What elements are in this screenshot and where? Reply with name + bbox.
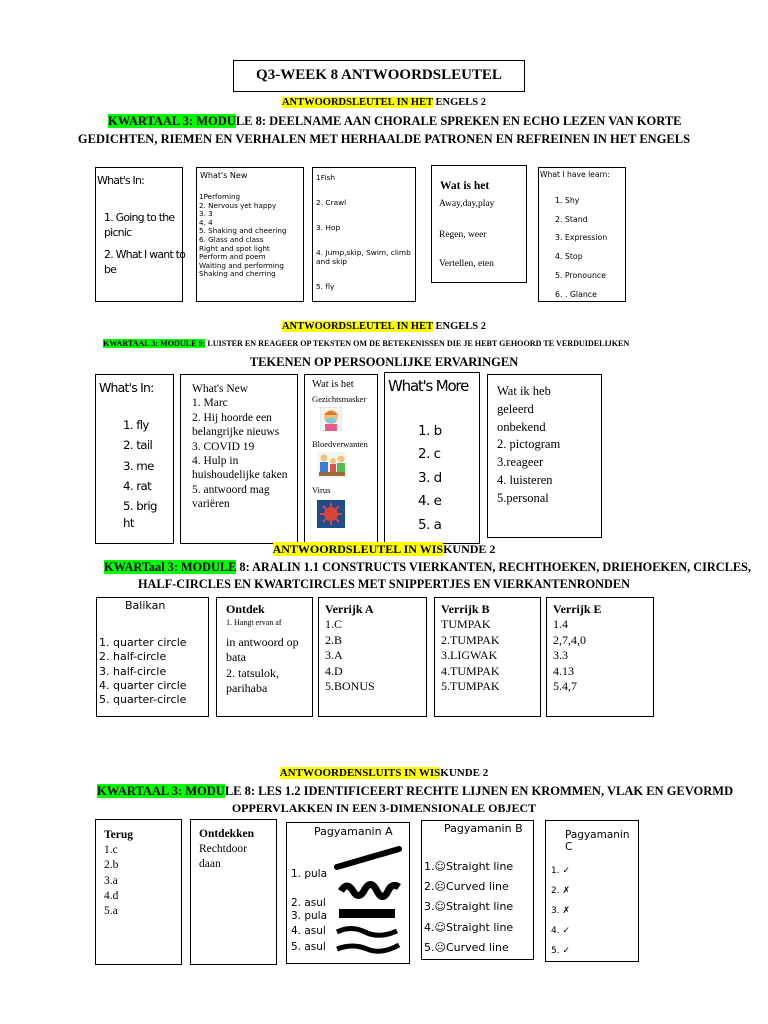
list-item: 4. Stop — [555, 252, 583, 262]
list-item: 3. pula — [291, 909, 328, 922]
list-item: 4. Hulp in — [192, 455, 239, 468]
list-item: 5.4,7 — [553, 679, 577, 694]
section3-module-line2: HALF-CIRCLES EN KWARTCIRCLES MET SNIPPERTJES EN VIERKANTENRONDEN — [137, 577, 630, 591]
wave-5 — [337, 945, 399, 951]
list-item: 2. Stand — [555, 214, 588, 224]
list-item: 1. quarter circle — [99, 636, 187, 649]
list-item: 1. Going to the — [104, 211, 175, 224]
section4-subtitle — [0, 767, 768, 779]
family-icon — [317, 452, 347, 478]
list-item: 1Perfoming — [199, 192, 241, 201]
list-item: belangrijke nieuws — [192, 426, 280, 439]
list-item: be — [104, 263, 117, 276]
section1-module-line2: GEDICHTEN, RIEMEN EN VERHALEN MET HERHAALDE PATRONEN EN REFREINEN IN HET ENGELS — [77, 132, 691, 146]
list-item: 1. Shy — [555, 196, 580, 205]
list-item: in antwoord op — [226, 635, 299, 649]
section3-subtitle — [0, 542, 768, 557]
s4-terug-box — [95, 819, 182, 965]
list-item: 1.c — [104, 844, 118, 857]
list-item: 3. COVID 19 — [192, 440, 255, 453]
s4-pagyamanin-a-box — [286, 822, 410, 964]
s1-answers-box — [312, 167, 416, 302]
list-item: 3.a — [104, 874, 118, 887]
list-item: 5. Pronounce — [555, 270, 606, 280]
list-item: 3.A — [325, 648, 343, 663]
list-item: 4.D — [325, 663, 343, 678]
list-item: 3.3 — [553, 648, 568, 663]
cross-icon: ✗ — [562, 906, 571, 916]
s3-verrijk-a-box — [318, 597, 427, 717]
face-mask-icon — [320, 407, 342, 431]
list-item: 3. d — [418, 469, 442, 486]
check-icon: ✓ — [562, 866, 571, 876]
list-item: TUMPAK — [441, 617, 491, 632]
list-item: 3.☺Straight line — [424, 900, 514, 914]
smiley-icon: ☺ — [434, 860, 446, 873]
list-item: 5.☹Curved line — [424, 940, 509, 954]
s3-verrijk-e-box — [546, 597, 654, 717]
list-item: Rechtdoor — [199, 843, 247, 856]
list-item: 4. quarter circle — [99, 678, 187, 692]
s3-ontdek-heading: Ontdek — [226, 602, 265, 616]
s3-balikan-heading: Balikan — [125, 599, 166, 612]
section2-module-highlight: KWARTAAL 3: MODULE 9: — [103, 339, 206, 348]
section1-subtitle-rest: ENGELS 2 — [432, 97, 487, 108]
list-item: Shaking and cherring — [199, 269, 276, 279]
section1-module-line1 — [108, 114, 682, 129]
list-item: 2.b — [104, 859, 119, 872]
list-item: 5.personal — [497, 490, 549, 505]
sad-face-icon: ☹ — [434, 880, 446, 894]
s3-ontdek-box — [216, 597, 313, 717]
list-item: Waiting and performing — [199, 260, 284, 270]
list-item: Virus — [312, 485, 331, 495]
s3-verrijk-a-heading: Verrijk A — [325, 602, 374, 616]
list-item: Bloedverwanten — [312, 439, 368, 449]
list-item: Away,day,play — [439, 199, 495, 209]
section4-module-line2: OPPERVLAKKEN IN EEN 3-DIMENSIONALE OBJECT — [231, 801, 537, 815]
section3-subtitle-rest: KUNDE 2 — [443, 542, 496, 556]
list-item: 4. asul — [291, 925, 326, 937]
list-item: 3. Hop — [316, 223, 341, 232]
s1-wat-is-het-box — [431, 165, 527, 283]
list-item: 3.reageer — [497, 455, 544, 470]
list-item: Vertellen, eten — [439, 259, 494, 269]
section4-module-line1 — [97, 784, 733, 799]
list-item: Wat ik heb — [497, 384, 551, 398]
section2-module-line1 — [103, 339, 629, 348]
section1-module-highlight: KWARTAAL 3: MODU — [108, 114, 236, 128]
list-item: 6. . Glance — [555, 289, 597, 299]
s4-pagyamanin-c-heading: Pagyamanin C — [565, 829, 630, 853]
list-item: 4. e — [418, 493, 442, 510]
list-item: 3. me — [123, 458, 154, 473]
section2-subtitle-highlight: ANTWOORDSLEUTEL IN HET — [281, 321, 433, 332]
check-icon: ✓ — [562, 926, 571, 936]
section3-module-highlight: KWARTaal 3: MODULE — [104, 560, 237, 574]
section2-subtitle — [0, 321, 768, 332]
smiley-icon: ☺ — [434, 900, 446, 914]
list-item: 1. Marc — [192, 397, 228, 410]
list-item: 1. b — [418, 423, 442, 439]
list-item: 2.TUMPAK — [441, 632, 500, 647]
list-item: 4.TUMPAK — [441, 663, 500, 678]
list-item: 2. c — [418, 446, 441, 463]
page-title: Q3-WEEK 8 ANTWOORDSLEUTEL — [233, 60, 525, 92]
section3-subtitle-highlight: ANT — [272, 542, 298, 556]
thick-bar-3 — [339, 909, 395, 918]
list-item: daan — [199, 858, 221, 871]
list-item: Regen, weer — [439, 230, 487, 240]
list-item: 5. fly — [316, 282, 335, 291]
list-item: 2. asul — [291, 897, 326, 909]
s2-whats-more-heading: What's More — [388, 377, 469, 395]
list-item: 4.13 — [553, 663, 574, 678]
line-drawings — [331, 845, 407, 961]
list-item: 1. Hangt ervan af — [226, 618, 282, 627]
list-item: 5. asul — [291, 940, 326, 953]
list-item: ht — [123, 516, 134, 531]
s4-pagyamanin-b-heading: Pagyamanin B — [444, 822, 523, 835]
section3-subtitle-highlight-2: WOORDSLEUTEL IN WIS — [297, 542, 444, 556]
list-item: 2.☹Curved line — [424, 880, 509, 894]
list-item: 1.4 — [553, 617, 568, 632]
list-item: bata — [226, 650, 246, 665]
list-item: variëren — [192, 498, 230, 511]
section1-module-rest: LE 8: DEELNAME AAN CHORALE SPREKEN EN ECHO LEZEN VAN KORTE — [235, 114, 682, 128]
list-item: 3. ✗ — [551, 906, 571, 916]
s1-whats-in-box — [95, 167, 186, 302]
list-item: 2. half-circle — [99, 650, 167, 664]
s1-whats-new-heading: What's New — [200, 171, 248, 180]
list-item: 2.B — [325, 632, 343, 647]
section2-module-rest: LUISTER EN REAGEER OP TEKSTEN OM DE BETEKENISSEN DIE JE HEBT GEHOORD TE VERDUIDELIJKEN — [205, 339, 630, 348]
list-item: 1. fly — [123, 418, 149, 432]
list-item: picnic — [104, 226, 132, 239]
list-item: 5. a — [418, 516, 442, 533]
list-item: 5.TUMPAK — [441, 679, 500, 694]
s2-whats-new-heading: What's New — [192, 383, 249, 395]
s1-whats-new-box — [196, 167, 304, 302]
list-item: 2. Nervous yet happy — [199, 200, 277, 210]
section1-subtitle-highlight: ANTWOORDSLEUTEL IN HET — [281, 97, 433, 108]
section3-module-rest: 8: ARALIN 1.1 CONSTRUCTS VIERKANTEN, RECHTHOEKEN, DRIEHOEKEN, CIRCLES, — [236, 560, 751, 574]
list-item: 2. tatsulok, — [226, 665, 279, 680]
section4-module-highlight: KWARTAAL 3: MODU — [97, 784, 225, 798]
s1-whats-in-heading: What's In: — [97, 174, 145, 187]
s4-pagyamanin-c-box — [545, 820, 639, 962]
s1-what-i-learned-box — [538, 167, 626, 302]
list-item: 1Fish — [316, 173, 336, 182]
list-item: onbekend — [497, 419, 546, 434]
list-item: 5. brig — [123, 499, 157, 514]
s3-verrijk-b-heading: Verrijk B — [441, 602, 490, 616]
s4-terug-heading: Terug — [104, 829, 133, 841]
list-item: 3. Expression — [555, 233, 608, 243]
list-item: 4. luisteren — [497, 472, 553, 487]
list-item: 4.☺Straight line — [424, 920, 514, 934]
list-item: 2. Crawl — [316, 198, 347, 207]
section2-module-line2: TEKENEN OP PERSOONLIJKE ERVARINGEN — [249, 355, 519, 369]
s4-ontdekken-heading: Ontdekken — [199, 828, 254, 840]
list-item: 1. pula — [291, 868, 328, 880]
section1-subtitle — [0, 97, 768, 108]
section4-subtitle-highlight: ANTWOORDENSLUITS IN WIS — [279, 767, 441, 779]
list-item: 1.☺Straight line — [424, 860, 514, 873]
s2-whats-more-box — [384, 372, 480, 544]
s1-what-i-learned-heading: What I have learn: — [540, 170, 610, 179]
s3-verrijk-e-heading: Verrijk E — [553, 602, 602, 616]
s2-wat-ik-heb-geleerd-box — [487, 374, 602, 538]
section3-module-line1 — [104, 560, 751, 575]
list-item: parihaba — [226, 681, 268, 696]
check-icon: ✓ — [562, 946, 571, 956]
s3-verrijk-b-box — [434, 597, 541, 717]
list-item: huishoudelijke taken — [192, 469, 288, 482]
cross-icon: ✗ — [562, 886, 571, 896]
list-item: and skip — [316, 257, 348, 266]
s4-pagyamanin-a-heading: Pagyamanin A — [314, 825, 393, 838]
list-item: 5. antwoord mag — [192, 483, 270, 496]
s2-wat-is-het-heading: Wat is het — [312, 379, 354, 390]
section4-subtitle-rest: KUNDE 2 — [440, 767, 489, 779]
list-item: 2. pictogram — [497, 437, 561, 452]
s2-wat-is-het-box — [304, 374, 378, 544]
list-item: 6. Glass and class — [199, 234, 264, 244]
list-item: 2. ✗ — [551, 886, 571, 896]
list-item: 5. ✓ — [551, 946, 571, 956]
list-item: 2,7,4,0 — [553, 632, 586, 647]
list-item: 5. quarter-circle — [99, 693, 187, 707]
list-item: 4.d — [104, 889, 119, 902]
s4-ontdekken-box — [190, 819, 277, 965]
list-item: 5.a — [104, 905, 118, 918]
zigzag-curve-2 — [341, 884, 399, 896]
list-item: 5.BONUS — [325, 679, 375, 694]
list-item: Right and spot light — [199, 243, 270, 253]
list-item: 2. What I want to — [104, 248, 186, 261]
section4-module-rest: LE 8: LES 1.2 IDENTIFICEERT RECHTE LIJNEN EN KROMMEN, VLAK EN GEVORMD — [224, 784, 734, 798]
section2-subtitle-rest: ENGELS 2 — [432, 321, 487, 332]
list-item: Perform and poem — [199, 252, 266, 262]
s1-wat-is-het-heading: Wat is het — [440, 180, 490, 192]
s2-whats-new-box — [180, 374, 298, 544]
s2-whats-in-heading: What's In: — [99, 380, 154, 395]
list-item: 4. 4 — [199, 217, 213, 227]
s3-balikan-box — [96, 597, 209, 717]
wave-4 — [337, 929, 397, 936]
list-item: 3.LIGWAK — [441, 648, 498, 663]
s2-whats-in-box — [95, 374, 174, 544]
list-item: 1. ✓ — [551, 866, 571, 876]
s4-pagyamanin-b-box — [421, 820, 534, 960]
virus-icon — [317, 500, 345, 528]
smiley-icon: ☺ — [434, 920, 446, 934]
list-item: 3. half-circle — [99, 664, 167, 678]
list-item: 4. rat — [123, 478, 152, 493]
list-item: 4. ✓ — [551, 926, 571, 936]
list-item: geleerd — [497, 401, 534, 416]
list-item: 2. tail — [123, 438, 153, 453]
list-item: 1.C — [325, 617, 343, 632]
list-item: 2. Hij hoorde een — [192, 411, 272, 424]
list-item: Gezichtsmasker — [312, 394, 367, 404]
list-item: 3. 3 — [199, 209, 213, 219]
sad-face-icon: ☹ — [434, 940, 446, 954]
list-item: 4. Jump,skip, Swim, climb — [316, 248, 411, 257]
straight-thick-line-1 — [337, 849, 399, 867]
list-item: 5. Shaking and cheering — [199, 226, 287, 236]
